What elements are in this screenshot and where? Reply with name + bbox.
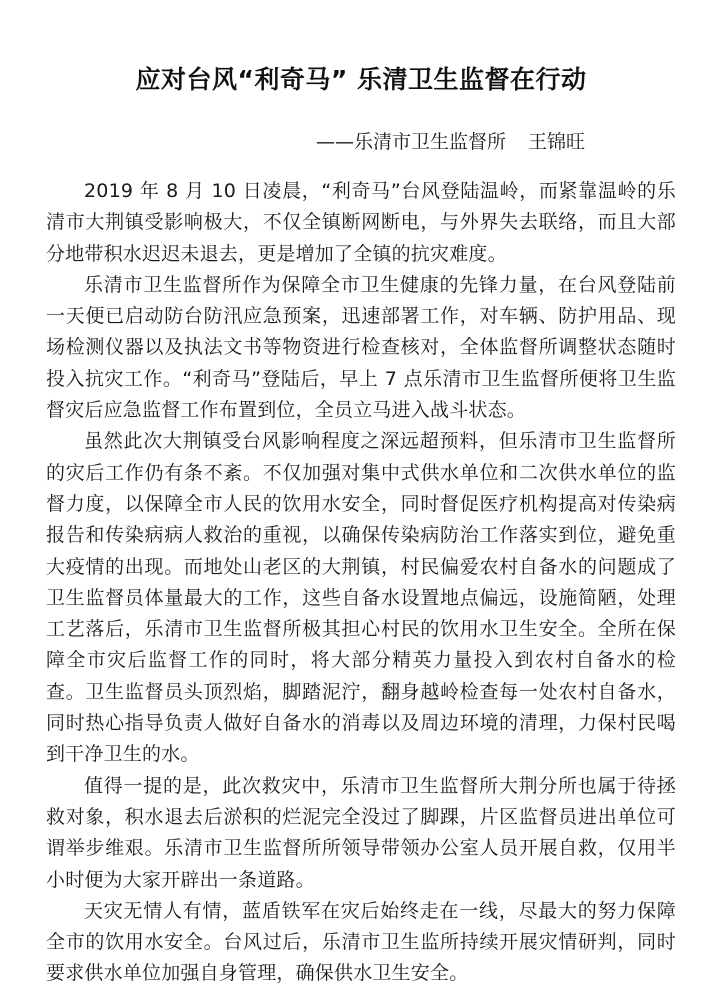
byline-author: 王锦旺: [528, 131, 586, 153]
paragraph-4: 值得一提的是，此次救灾中，乐清市卫生监督所大荆分所也属于待拯救对象，积水退去后淤积的烂泥完全没过了脚踝，片区监督员进出单位可谓举步维艰。乐清市卫生监督所所领导带领办公室人员开展自救，仅用半小时便为大家开辟出一条道路。: [46, 774, 676, 891]
paragraph-5: 天灾无情人有情，蓝盾铁军在灾后始终走在一线，尽最大的努力保障全市的饮用水安全。台风过后，乐清市卫生监所持续开展灾情研判，同时要求供水单位加强自身管理，确保供水卫生安全。: [46, 899, 676, 985]
article-byline: [46, 128, 676, 156]
paragraph-2: 乐清市卫生监督所作为保障全市卫生健康的先锋力量，在台风登陆前一天便已启动防台防汛应急预案，迅速部署工作，对车辆、防护用品、现场检测仪器以及执法文书等物资进行检查核对，全体监督所调整状态随时投入抗灾工作。“利奇马”登陆后，早上 7 点乐清市卫生监督所便将卫生监督灾后应急监督工作布置到位，全员立马进入战斗状态。: [46, 273, 676, 422]
byline-organization: ——乐清市卫生监督所: [316, 131, 507, 153]
paragraph-3: 虽然此次大荆镇受台风影响程度之深远超预料，但乐清市卫生监督所的灾后工作仍有条不紊。不仅加强对集中式供水单位和二次供水单位的监督力度，以保障全市人民的饮用水安全，同时督促医疗机构提高对传染病报告和传染病病人救治的重视，以确保传染病防治工作落实到位，避免重大疫情的出现。而地处山老区的大荆镇，村民偏爱农村自备水的问题成了卫生监督员体量最大的工作，这些自备水设置地点偏远，设施简陋，处理工艺落后，乐清市卫生监督所极其担心村民的饮用水卫生安全。全所在保障全市灾后监督工作的同时，将大部分精英力量投入到农村自备水的检查。卫生监督员头顶烈焰，脚踏泥泞，翻身越岭检查每一处农村自备水，同时热心指导负责人做好自备水的消毒以及周边环境的清理，力保村民喝到干净卫生的水。: [46, 430, 676, 766]
article-title: 应对台风“利奇马” 乐清卫生监督在行动: [135, 65, 587, 94]
article-body: [46, 176, 676, 990]
paragraph-1: 2019 年 8 月 10 日凌晨，“利奇马”台风登陆温岭，而紧靠温岭的乐清市大荆镇受影响极大，不仅全镇断网断电，与外界失去联络，而且大部分地带积水迟迟未退去，更是增加了全镇的抗灾难度。: [46, 180, 676, 265]
